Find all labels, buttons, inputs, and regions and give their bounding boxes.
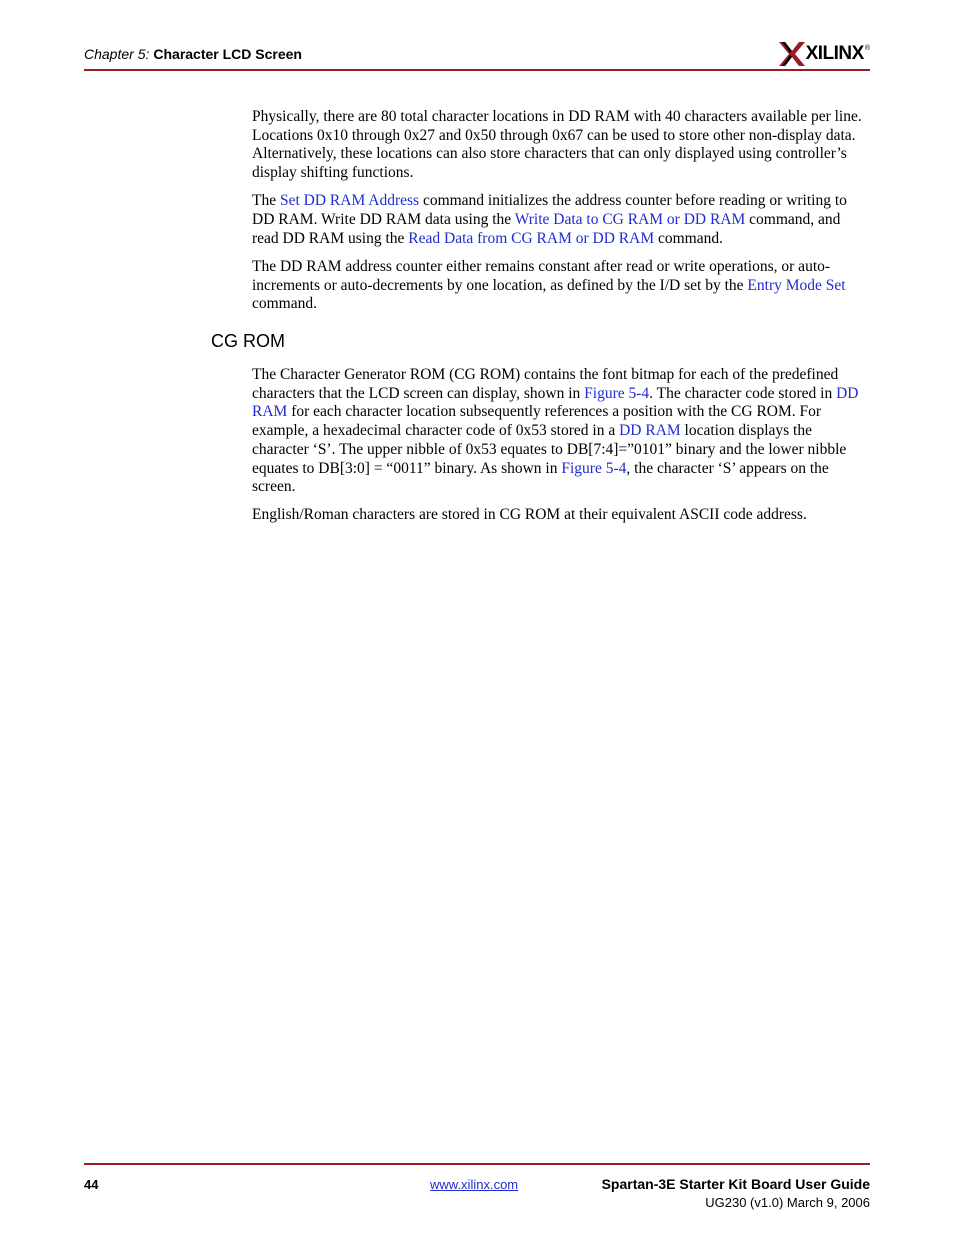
text-run: The DD RAM address counter either remains constant after read or write operations, or auto-increments or auto-decrements by one location, as defined by the I/D set by the xyxy=(252,257,831,294)
footer-doc-id: UG230 (v1.0) March 9, 2006 xyxy=(705,1195,870,1210)
text-run: . The character code stored in xyxy=(649,384,837,402)
section-heading-cg-rom: CG ROM xyxy=(211,331,285,351)
footer-rule xyxy=(84,1163,870,1165)
logo-wordmark: XILINX xyxy=(805,43,864,64)
footer-guide-title: Spartan-3E Starter Kit Board User Guide xyxy=(601,1176,870,1192)
paragraph-address-counter xyxy=(252,258,870,314)
running-header xyxy=(84,46,302,62)
chapter-label: Chapter 5: xyxy=(84,46,150,62)
text-run: The Character Generator ROM (CG ROM) contains the font bitmap for each of the predefined characters that the LCD screen can display, shown in xyxy=(252,366,839,402)
registered-mark: ® xyxy=(864,45,870,52)
link-read-data[interactable]: Read Data from CG RAM or DD RAM xyxy=(408,229,655,247)
page-number: 44 xyxy=(84,1177,99,1192)
link-set-dd-ram-address[interactable]: Set DD RAM Address xyxy=(279,192,420,210)
text-run: command. xyxy=(252,295,317,313)
link-dd-ram[interactable]: DD RAM xyxy=(252,384,859,421)
link-dd-ram[interactable]: DD RAM xyxy=(619,422,681,440)
link-figure-5-4[interactable]: Figure 5-4 xyxy=(584,384,650,402)
header-rule xyxy=(84,69,870,71)
paragraph-ddram-commands xyxy=(252,192,870,248)
text-run: command. xyxy=(654,229,723,247)
xilinx-x-icon xyxy=(779,42,805,66)
xilinx-logo xyxy=(779,40,870,68)
text-run: command, and read DD RAM using the xyxy=(252,211,841,247)
text-run: , the character ‘S’ appears on the screen. xyxy=(252,459,829,496)
text-run: for each character location subsequently references a position with the CG ROM. For example, a hexadecimal character code of 0x53 stored in a xyxy=(252,403,822,440)
text-run: The xyxy=(252,192,280,210)
chapter-title: Character LCD Screen xyxy=(153,46,302,62)
paragraph-cgrom-description xyxy=(252,366,870,497)
link-entry-mode-set[interactable]: Entry Mode Set xyxy=(747,276,846,294)
paragraph-ascii: English/Roman characters are stored in CG ROM at their equivalent ASCII code address. xyxy=(252,506,807,524)
section-cgrom-body xyxy=(252,366,870,535)
text-run: command initializes the address counter before reading or writing to DD RAM. Write DD RAM data using the xyxy=(252,192,847,229)
text-run: location displays the character ‘S’. The upper nibble of 0x53 equates to DB[7:4]=”0101” binary and the lower nibble equates to DB[3:0] = “0011” binary. As shown in xyxy=(252,422,847,477)
section-ddram-body xyxy=(252,108,870,324)
link-figure-5-4[interactable]: Figure 5-4 xyxy=(561,459,627,477)
footer-url-link[interactable]: www.xilinx.com xyxy=(430,1177,519,1192)
paragraph-ddram-locations: Physically, there are 80 total character locations in DD RAM with 40 characters available per line. Locations 0x10 through 0x27 and 0x50 through 0x67 can be used to store other non-display data. Alternatively, these locations can also store characters that can only displayed using controller’s display shifting functions. xyxy=(252,108,862,182)
link-write-data[interactable]: Write Data to CG RAM or DD RAM xyxy=(514,211,746,229)
page-header xyxy=(84,38,870,70)
